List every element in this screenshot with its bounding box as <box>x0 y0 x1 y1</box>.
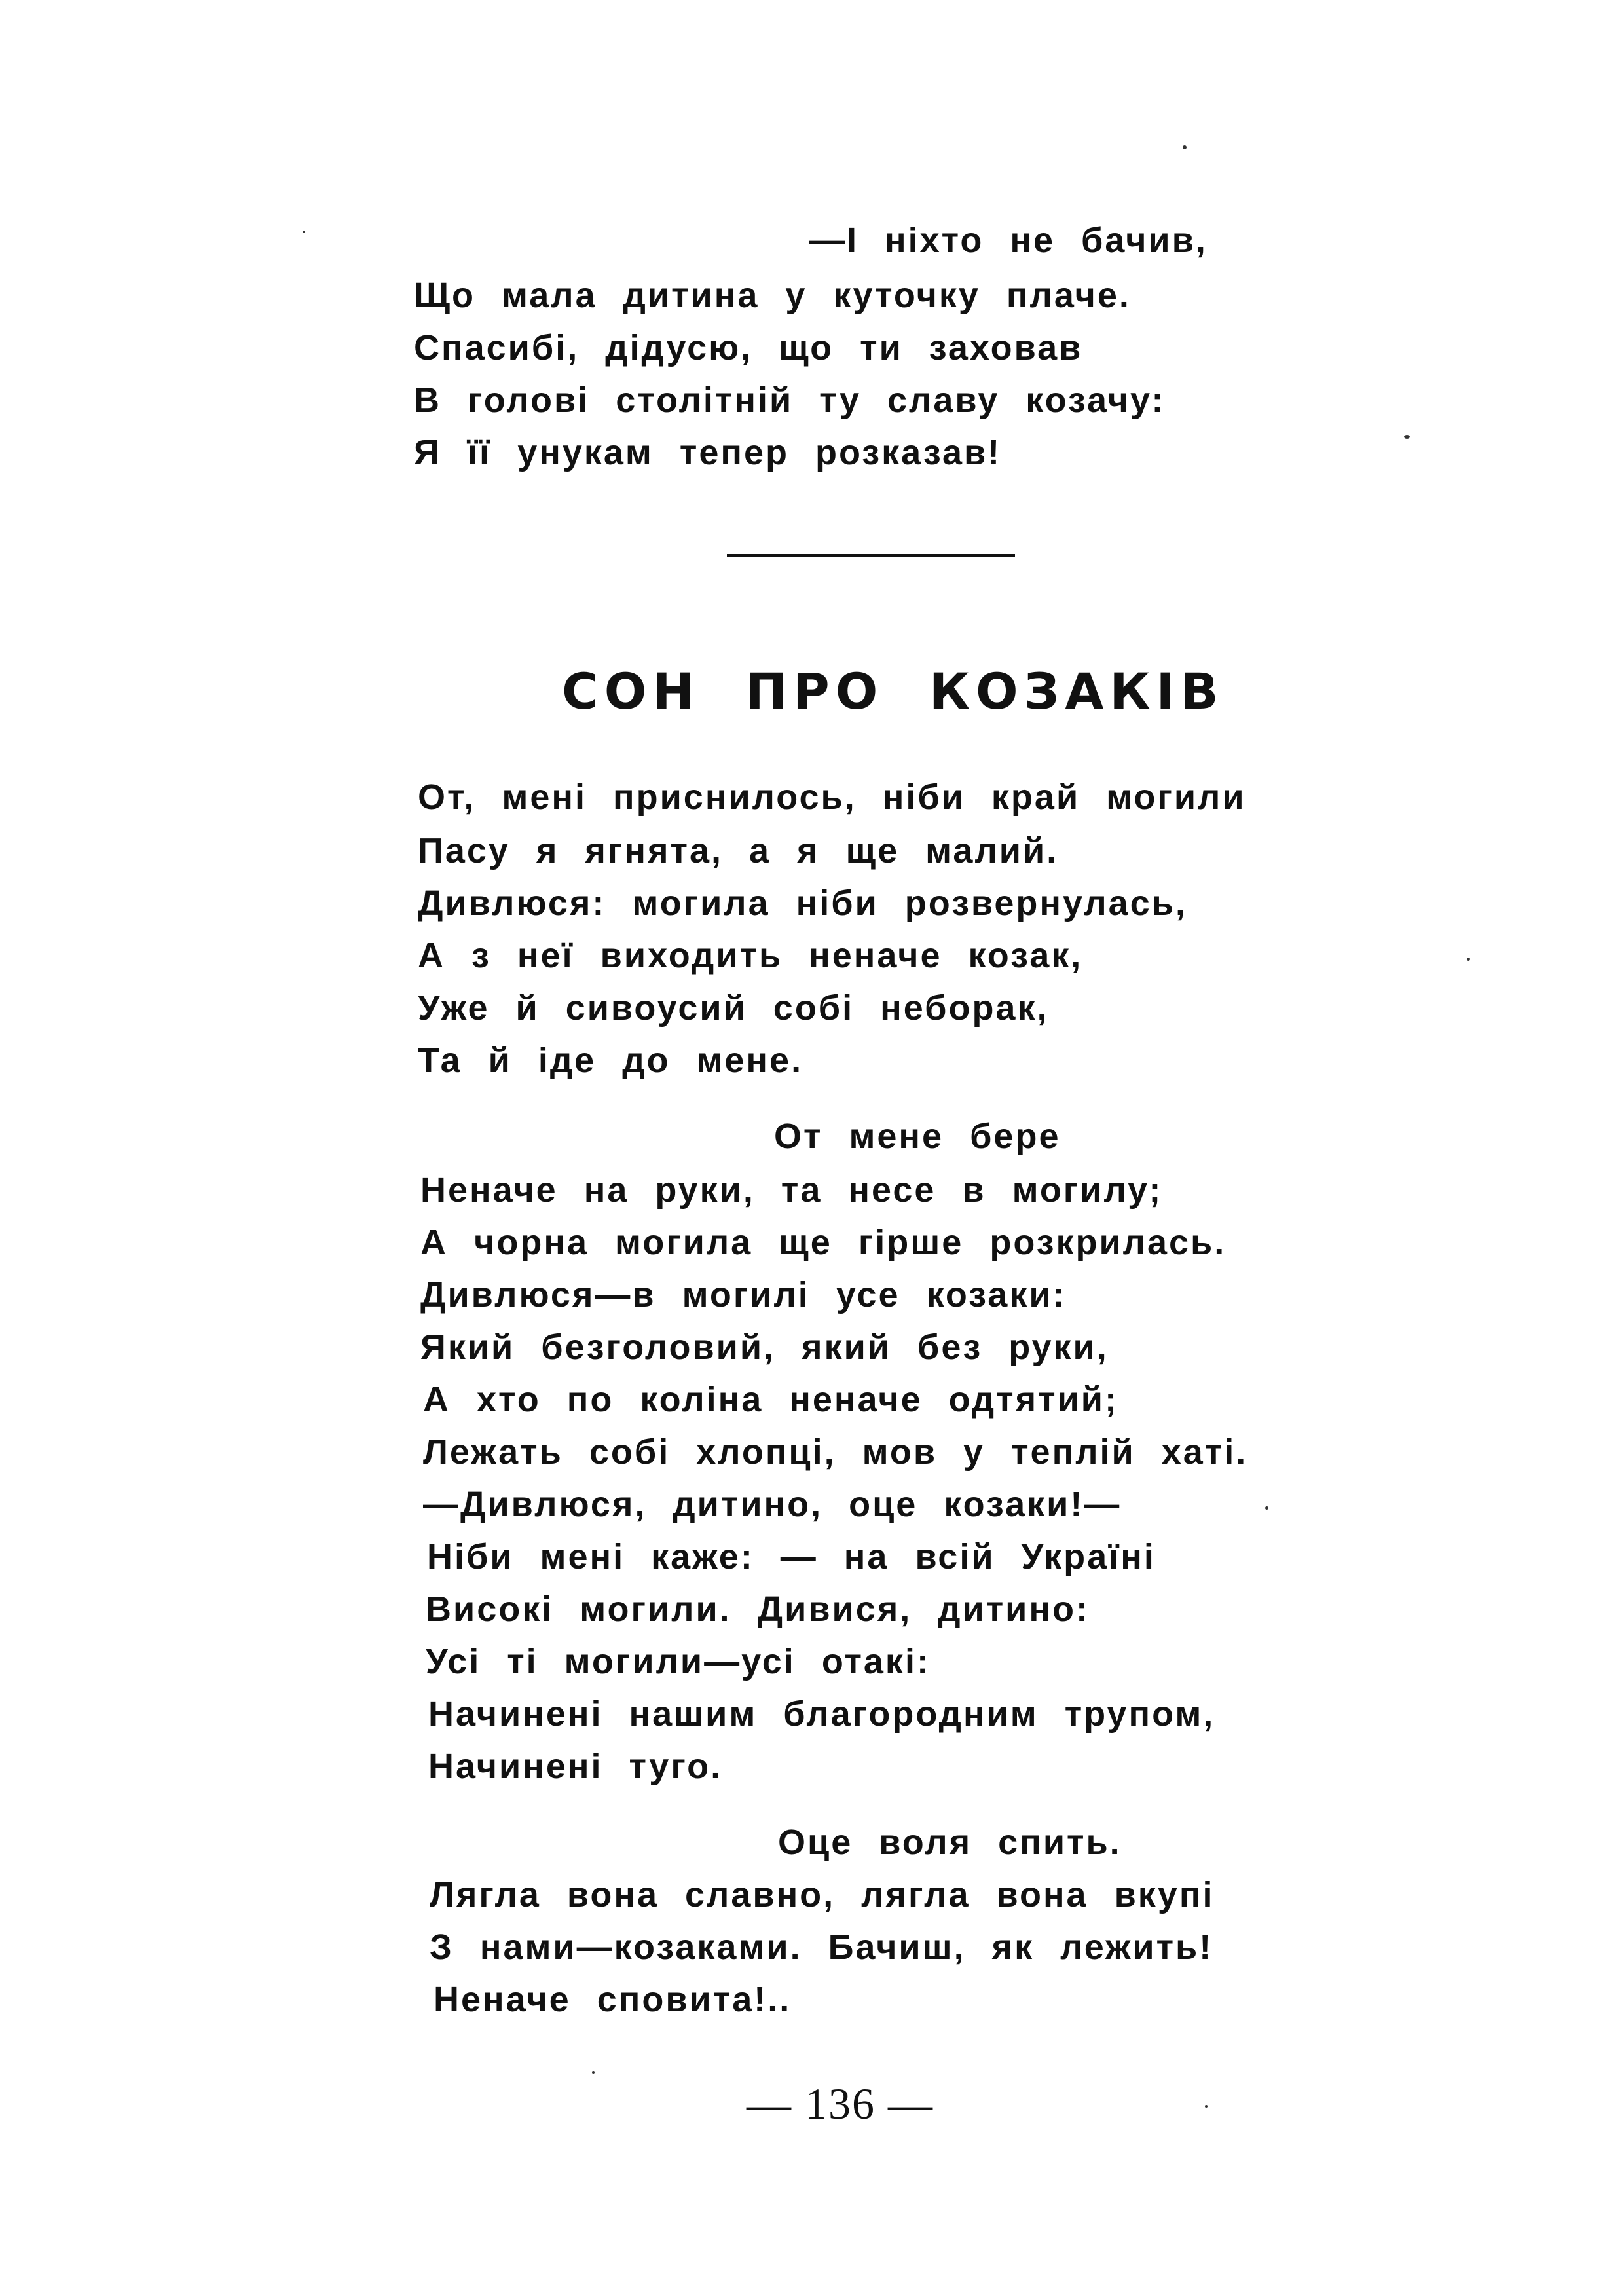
poem-line: А з неї виходить неначе козак, <box>418 936 1083 975</box>
scan-speck <box>1205 2105 1208 2108</box>
scan-speck <box>1183 145 1187 149</box>
scan-speck <box>1404 435 1410 439</box>
poem-line: Лежать собі хлопці, мов у теплій хаті. <box>423 1432 1248 1472</box>
poem-line: Лягла вона славно, лягла вона вкупі <box>430 1875 1215 1914</box>
poem-line: Ніби мені каже: — на всій Україні <box>427 1537 1156 1576</box>
scan-speck <box>1265 1506 1268 1510</box>
poem-line: Я її унукам тепер розказав! <box>414 433 1002 472</box>
poem-line: Начинені нашим благородним трупом, <box>428 1694 1215 1734</box>
poem-line: Усі ті могили—усі отакі: <box>426 1642 931 1681</box>
poem-line: От мене бере <box>774 1117 1061 1156</box>
poem-title: СОН ПРО КОЗАКІВ <box>562 662 1225 720</box>
poem-line: Неначе на руки, та несе в могилу; <box>420 1170 1163 1210</box>
poem-line: А хто по коліна неначе одтятий; <box>423 1380 1118 1419</box>
poem-line: В голові столітній ту славу козачу: <box>414 381 1166 420</box>
poem-line: Дивлюся: могила ніби розвернулась, <box>418 884 1187 923</box>
page-number: — 136 — <box>747 2079 934 2129</box>
poem-line: Начинені туго. <box>428 1747 723 1786</box>
poem-line: —І ніхто не бачив, <box>809 221 1208 260</box>
poem-line: Неначе сповита!.. <box>434 1980 792 2019</box>
poem-line: Оце воля спить. <box>778 1823 1122 1862</box>
scan-speck <box>592 2071 595 2074</box>
poem-line: Який безголовий, який без руки, <box>420 1328 1109 1367</box>
poem-line: От, мені приснилось, ніби край могили <box>418 777 1246 817</box>
poem-line: А чорна могила ще гірше розкрилась. <box>420 1223 1227 1262</box>
poem-line: —Дивлюся, дитино, оце козаки!— <box>423 1485 1122 1524</box>
poem-line: Та й іде до мене. <box>418 1041 803 1080</box>
section-divider <box>727 554 1015 557</box>
poem-line: Уже й сивоусий собі неборак, <box>418 988 1049 1028</box>
poem-line: Високі могили. Дивися, дитино: <box>426 1590 1090 1629</box>
poem-line: Пасу я ягнята, а я ще малий. <box>418 831 1059 870</box>
poem-line: Дивлюся—в могилі усе козаки: <box>420 1275 1067 1314</box>
poem-line: Що мала дитина у куточку плаче. <box>414 276 1131 315</box>
poem-line: З нами—козаками. Бачиш, як лежить! <box>430 1927 1213 1967</box>
poem-line: Спасибі, дідусю, що ти заховав <box>414 328 1083 367</box>
scan-speck <box>303 231 305 233</box>
scan-speck <box>1467 958 1470 961</box>
